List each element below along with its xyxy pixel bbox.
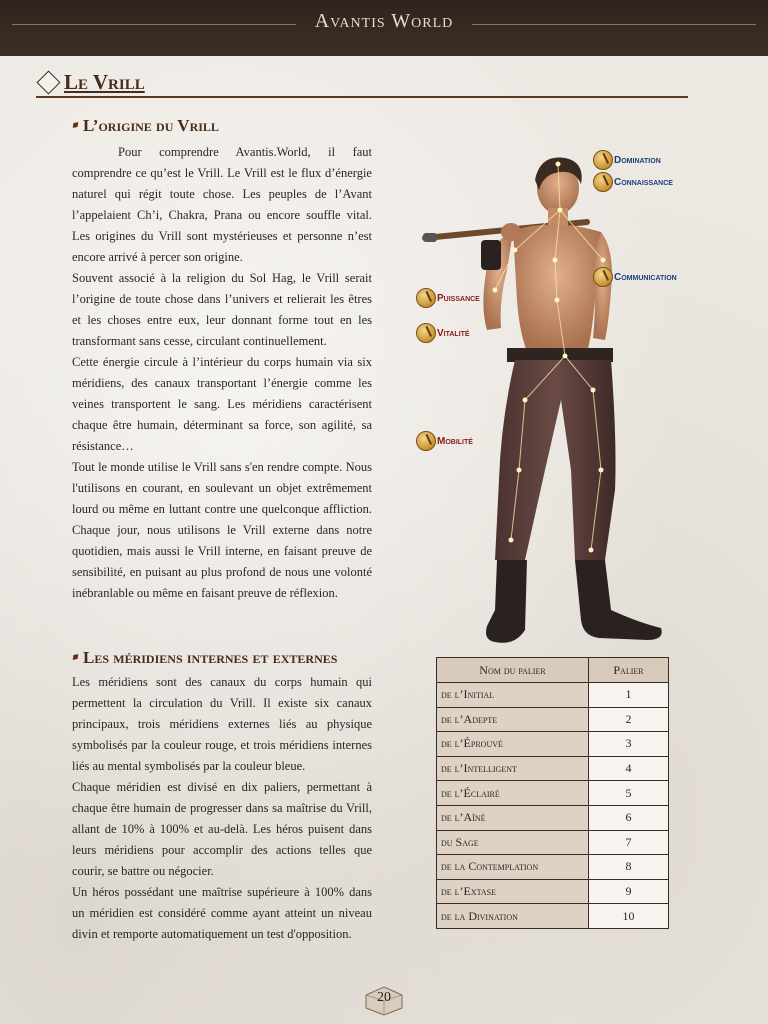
bullet-icon: [71, 652, 81, 662]
palier-name: de l’Initial: [437, 683, 589, 708]
palier-value: 2: [589, 707, 669, 732]
palier-name: de l’Adepte: [437, 707, 589, 732]
character-figure-svg: [415, 140, 715, 650]
label-mobilite: [416, 431, 473, 451]
section-title: [36, 70, 688, 98]
palier-value: 3: [589, 732, 669, 757]
character-illustration: [415, 140, 715, 650]
diamond-icon: [36, 70, 60, 94]
palier-value: 7: [589, 830, 669, 855]
origin-paragraph-3: Cette énergie circule à l’intérieur du corps humain via six méridiens, des canaux transportant l’énergie comme les veines transportent le sang. Les méridiens caractérisent chaque être humain, déterminant sa force, son agilité, sa résistance…: [72, 355, 372, 453]
domination-medal-icon: [593, 150, 613, 170]
table-row: [437, 683, 669, 708]
label-mobilite-text: Mobilité: [437, 435, 473, 447]
bullet-icon: [71, 120, 81, 130]
label-vitalite-text: Vitalité: [437, 327, 470, 339]
label-puissance-text: Puissance: [437, 292, 480, 304]
meridians-text: [72, 672, 372, 945]
origin-paragraph-2: Souvent associé à la religion du Sol Hag, le Vrill serait l’origine de toute chose dans l’univers et relierait les êtres et les choses entre eux, leur donnant forme tout en les transformant sans cesse, circulant continuellement.: [72, 271, 372, 348]
page-header: [0, 0, 768, 56]
meridians-paragraph-1: Les méridiens sont des canaux du corps humain qui permettent la circulation du Vrill. Il existe six canaux principaux, trois méridiens externes liés au physique symbolisés par la couleur rouge, et trois méridiens internes liés au mental symbolisés par la couleur bleue.: [72, 675, 372, 773]
section-title-text: Le Vrill: [64, 70, 145, 94]
meridians-heading: [72, 648, 337, 668]
meridians-heading-text: Les méridiens internes et externes: [83, 648, 338, 667]
connaissance-medal-icon: [593, 172, 613, 192]
palier-name: du Sage: [437, 830, 589, 855]
origin-text: [72, 142, 372, 604]
table-row: [437, 781, 669, 806]
table-row: [437, 805, 669, 830]
table-row: [437, 904, 669, 929]
label-communication-text: Communication: [614, 271, 677, 283]
vitalite-medal-icon: [416, 323, 436, 343]
page-number: [364, 986, 404, 1016]
label-puissance: [416, 288, 480, 308]
origin-heading-text: L’origine du Vrill: [83, 116, 219, 135]
origin-paragraph-4: Tout le monde utilise le Vrill sans s'en rendre compte. Nous l'utilisons en courant, en soulevant un objet extrêmement lourd ou même en luttant contre une quelconque affliction. Chaque jour, nous utilisons le Vrill externe dans notre quotidien, mais aussi le Vrill interne, en faisant preuve de sensibilité, en puisant au plus profond de nous une volonté inébranlable ou même en faisant preuve de réflexion.: [72, 460, 372, 600]
origin-paragraph-1: Pour comprendre Avantis.World, il faut comprendre ce qu’est le Vrill. Le Vrill est le flux d’énergie naturel qui régit toute chose. Les peuples de l’Avant l’appelaient Ch’i, Chakra, Prana ou encore souffle vital. Les origines du Vrill sont mystérieuses et personne n’est encore arrivé à percer son origine.: [72, 145, 372, 264]
palier-value: 6: [589, 805, 669, 830]
palier-value: 10: [589, 904, 669, 929]
mobilite-medal-icon: [416, 431, 436, 451]
palier-value: 8: [589, 855, 669, 880]
palier-value: 4: [589, 756, 669, 781]
table-row: [437, 732, 669, 757]
label-domination: [593, 150, 661, 170]
page-number-text: 20: [377, 990, 391, 1005]
table-row: [437, 855, 669, 880]
palier-name: de l’Éclairé: [437, 781, 589, 806]
column-header-name: Nom du palier: [437, 658, 589, 683]
palier-name: de la Divination: [437, 904, 589, 929]
label-vitalite: [416, 323, 470, 343]
logo: Avantis World: [314, 10, 454, 32]
meridians-paragraph-2: Chaque méridien est divisé en dix paliers, permettant à chaque être humain de progresser dans sa maîtrise du Vrill, allant de 10% à 100% et au-delà. Les héros puisent dans leurs méridiens pour accomplir des actions telles que courir, se battre ou négocier.: [72, 780, 372, 878]
palier-table: [436, 657, 669, 929]
table-row: [437, 756, 669, 781]
label-connaissance: [593, 172, 673, 192]
column-header-palier: Palier: [589, 658, 669, 683]
table-row: [437, 830, 669, 855]
palier-name: de l’Éprouvé: [437, 732, 589, 757]
palier-name: de l’Intelligent: [437, 756, 589, 781]
label-connaissance-text: Connaissance: [614, 176, 673, 188]
palier-name: de l’Aîné: [437, 805, 589, 830]
header-rule-right: [472, 24, 756, 25]
header-rule-left: [12, 24, 296, 25]
palier-value: 9: [589, 879, 669, 904]
meridians-paragraph-3: Un héros possédant une maîtrise supérieure à 100% dans un méridien est considéré comme ayant atteint un niveau divin et remporte automatiquement un test d'opposition.: [72, 885, 372, 941]
puissance-medal-icon: [416, 288, 436, 308]
palier-value: 1: [589, 683, 669, 708]
palier-name: de l’Extase: [437, 879, 589, 904]
origin-heading: [72, 116, 219, 136]
table-row: [437, 707, 669, 732]
palier-name: de la Contemplation: [437, 855, 589, 880]
palier-value: 5: [589, 781, 669, 806]
communication-medal-icon: [593, 267, 613, 287]
table-row: [437, 879, 669, 904]
table-header-row: [437, 658, 669, 683]
label-communication: [593, 267, 677, 287]
label-domination-text: Domination: [614, 154, 661, 166]
